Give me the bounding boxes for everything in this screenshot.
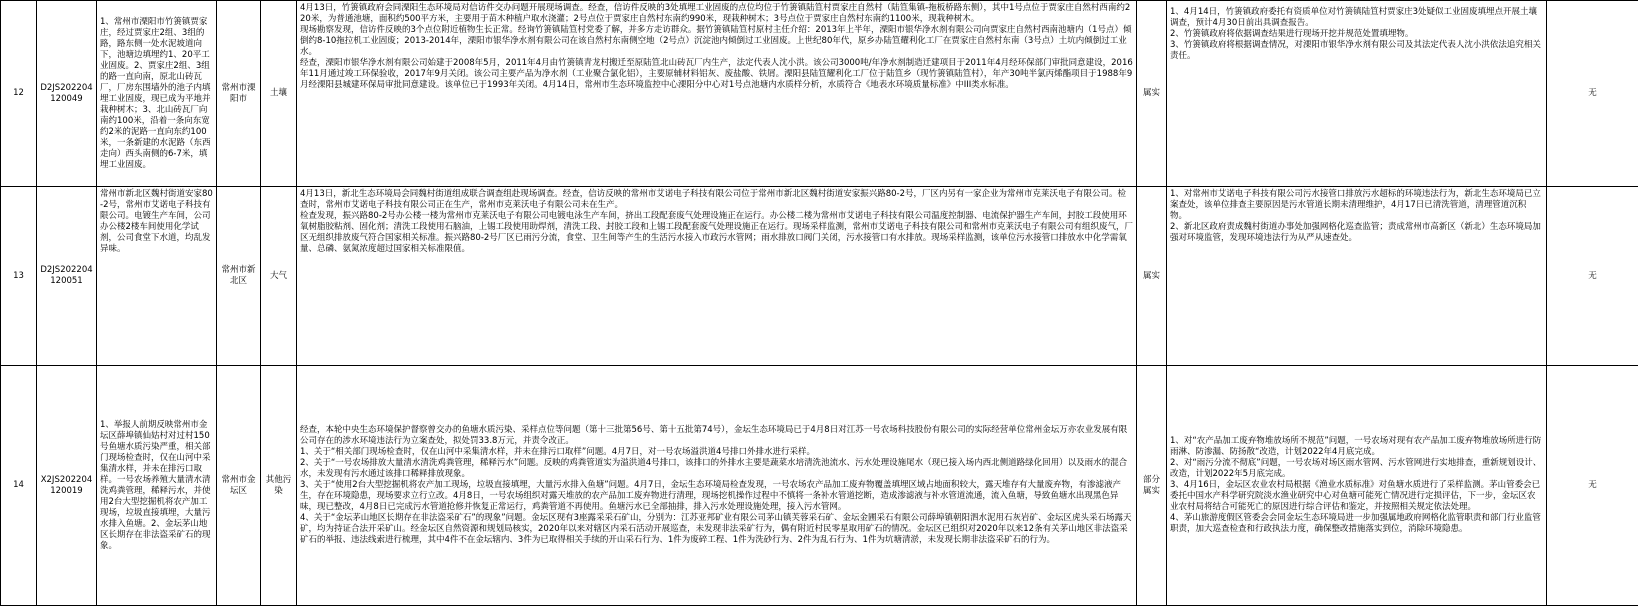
report-content: 1、举报人前期反映常州市金坛区薛埠镇仙姑村对过村150号鱼塘水质污染严重，相关部门现场检查时，仅在山河中采集清水样，并未在排污口取样。一号农场养殖大量清水清洗鸡粪管理，稀释污水，并使用2台大型挖掘机将农产加工现场，垃圾直接填埋，大量污水排入鱼塘。2、金坛茅山地区长期存在非法盗采矿石的现象。 — [97, 366, 217, 606]
investigation-findings — [297, 187, 1137, 366]
investigation-findings — [297, 1, 1137, 187]
finding-paragraph: 2、关于“一号农场排放大量清水清洗鸡粪管理，稀释污水”问题。反映的鸡粪管道实为溢洪道4号排口，该排口的外排水主要是蔬菜水培清洗池流水、污水处理设施尾水（现已接入场内西北侧道路绿化回用）以及雨水的混合水，未发现有污水通过该排口稀释排放现象。 — [300, 458, 1133, 480]
investigation-findings — [297, 366, 1137, 606]
table-row — [1, 366, 1638, 606]
table-row — [1, 187, 1638, 366]
finding-paragraph: 4月13日，竹箦镇政府会同溧阳生态环境局对信访件交办问题开展现场调查。经查，信访件反映的3处填埋工业固废的点位均位于竹箦镇陆笪村贾家庄自然村（陆笪集镇-拖板桥路东侧），其中1号点位于贾家庄自然村西南约220米，为普通池塘，面积约500平方米，主要用于苗木种植户取水浇灌；2号点位于贾家庄自然村东南约990米，现栽种树木；3号点位于贾家庄自然村东南约1100米，现栽种树木。 — [300, 3, 1133, 25]
finding-paragraph: 4月13日，新北生态环境局会同魏村街道组成联合调查组赴现场调查。经查，信访反映的常州市艾诺电子科技有限公司位于常州市新北区魏村街道安家振兴路80-2号，厂区内另有一家企业为常州市克莱沃电子有限公司。检查时，常州市艾诺电子科技有限公司正在生产，常州市克莱沃电子有限公司未在生产。 — [300, 189, 1133, 211]
case-code: D2JS202204120051 — [37, 187, 97, 366]
action-item: 3、竹箦镇政府将根据调查情况，对溧阳市银华净水剂有限公司及其法定代表人沈小洪依法追究相关责任。 — [1170, 40, 1543, 62]
row-number: 13 — [1, 187, 37, 366]
pollution-type: 土壤 — [261, 1, 297, 187]
action-item: 2、对“雨污分流不彻底”问题，一号农场对场区雨水管网、污水管网进行实地排查，重新规划设计、改造，计划2022年5月底完成。 — [1170, 458, 1543, 480]
rectification-actions — [1167, 366, 1547, 606]
action-item: 1、对常州市艾诺电子科技有限公司污水接管口排放污水超标的环境违法行为，新北生态环境局已立案查处，该单位排查主要原因是污水管道长期未清理维护，4月17日已清洗管道，清理管道沉积物。 — [1170, 189, 1543, 222]
region: 常州市溧阳市 — [217, 1, 261, 187]
pollution-type: 大气 — [261, 187, 297, 366]
rectification-actions — [1167, 1, 1547, 187]
pollution-type: 其他污染 — [261, 366, 297, 606]
action-item: 4、茅山旅游度假区管委会会同金坛生态环境局进一步加强属地政府网格化监管职责和部门行业监管职责，加大巡查检查和行政执法力度，确保整改措施落实到位，消除环境隐患。 — [1170, 513, 1543, 535]
finding-paragraph: 检查发现，振兴路80-2号办公楼一楼为常州市克莱沃电子有限公司电镀电泳生产车间，挤出工段配套废气处理设施正在运行。办公楼二楼为常州市艾诺电子科技有限公司温度控制器、电流保护器生产车间，封胶工段使用环氧树脂胶粘剂、固化剂；清洗工段使用石脑油，上锡工段使用助焊剂，清洗工段、封胶工段和上锡工段配套废气处理设施正在运行。现场采样监测，常州市艾诺电子科技有限公司和常州市克莱沃电子有限公司有组织废气，厂区无组织排放废气符合国家相关标准。振兴路80-2号厂区已雨污分流，食堂、卫生间等产生的生活污水接入市政污水管网；雨水排放口阀门关闭，污水接管口有水排放。现场采样监测，该单位污水接管口排放水中化学需氧量、总磷、氨氮浓度超过国家相关标准限值。 — [300, 211, 1133, 255]
table-row — [1, 1, 1638, 187]
action-item: 2、新北区政府责成魏村街道办事处加强网格化巡查监管；责成常州市高新区（新北）生态环境局加强对环境监管，发现环境违法行为从严从速查处。 — [1170, 222, 1543, 244]
verdict: 属实 — [1137, 1, 1167, 187]
rectification-actions — [1167, 187, 1547, 366]
verdict: 属实 — [1137, 187, 1167, 366]
finding-paragraph: 现场勘察发现，信访件反映的3个点位附近植物生长正常。经询竹箦镇陆笪村党委了解，并多方走访群众。据竹箦镇陆笪村原村主任介绍：2013年上半年，溧阳市银华净水剂有限公司向贾家庄自然村西南池塘内（1号点）倾倒约8-10拖拉机工业固废；2013-2014年，溧阳市银华净水剂有限公司在该自然村东南侧空地（2号点）沉淀池内倾倒过工业固废。上世纪80年代，原乡办陆笪耀利化工厂在贾家庄自然村东南（3号点）土坑内倾倒过工业水。 — [300, 25, 1133, 58]
report-content: 1、常州市溧阳市竹箦镇贾家庄，经过贾家庄2组、3组的路，路东侧一处水泥坡道向下，池塘边填埋约1、20平工业固废。2、贾家庄2组、3组的路一直向南，原北山砖瓦厂，厂房东围墙外的池子内填埋工业固废，现已成为平地并栽种树木；3、北山砖瓦厂向南约100米，沿着一条向东宽约2米的泥路一直向东约100米，一条新建的水泥路（东西走向）西头南侧的6-7米，填埋工业固废。 — [97, 1, 217, 187]
verdict: 部分属实 — [1137, 366, 1167, 606]
case-code: X2JS202204120019 — [37, 366, 97, 606]
finding-paragraph: 经查，溧阳市银华净水剂有限公司始建于2008年5月，2011年4月由竹箦镇青龙村搬迁至原陆笪北山砖瓦厂内生产，法定代表人沈小洪。该公司3000吨/年净水剂制造迁建项目于2011年4月经环保部门审批同意建设，2016年11月通过竣工环保验收，2017年9月关闭。该公司主要产品为净水剂（工业聚合氯化铝），主要原辅材料铝灰、废盐酸、铁屑。溧阳县陆笪耀利化工厂位于陆笪乡（现竹箦镇陆笪村），年产30吨半氯丙烯酯项目于1988年9月经溧阳县城建环保局审批同意建设。该单位已于1993年关闭。4月14日，常州市生态环境监控中心溧阳分中心对1号点池塘内水质样分析，水质符合《地表水环境质量标准》中III类水标准。 — [300, 58, 1133, 91]
finding-paragraph: 3、关于“使用2台大型挖掘机将农产加工现场，垃圾直接填埋，大量污水排入鱼塘”问题。4月7日，金坛生态环境局检查发现，一号农场农产品加工废弃物覆盖填埋区域占地面积较大，露天堆存有大量废弃物，有渗滤液产生，存在环境隐患，现场要求立行立改。4月8日，一号农场组织对露天堆放的农产品加工废弃物进行清理，现场挖机操作过程中不慎将一条补水管道挖断，造成渗滤液与补水管道流通，流入鱼塘，导致鱼塘水出现黑色异味，现已整改，4月8日已完成污水管道抢修并恢复正常运行，鸡粪管道不再使用。鱼塘污水已全部抽排，排入污水处理设施处理，接入污水管网。 — [300, 480, 1133, 513]
row-number: 14 — [1, 366, 37, 606]
region: 常州市新北区 — [217, 187, 261, 366]
finding-paragraph: 1、关于“相关部门现场检查时，仅在山河中采集清水样，并未在排污口取样”问题。4月7日，对一号农场溢洪道4号排口外排水进行采样。 — [300, 447, 1133, 458]
action-item: 3、4月16日，金坛区农业农村局根据《渔业水质标准》对鱼塘水质进行了采样监测。茅山管委会已委托中国水产科学研究院淡水渔业研究中心对鱼塘可能死亡情况进行定损评估，下一步，金坛区农业农村局将结合可能死亡的原因进行综合评估和鉴定，并按照相关规定依法处理。 — [1170, 480, 1543, 513]
accountability: 无 — [1547, 187, 1638, 366]
finding-paragraph: 4、关于“金坛茅山地区长期存在非法盗采矿石”的现象”问题。金坛区现有3座露采采石矿山，分别为：江苏亚邦矿业有限公司茅山镇芙蓉采石矿、金坛金圃采石有限公司薛埠镇朝阳泗水泥用石灰岩矿、金坛区虎头采石场露天矿，均为持证合法开采矿山。经金坛区自然资源和规划局核实，2020年以来对辖区内采石活动开展巡查，未发现非法采矿行为，偶有附近村民零星取用矿石的情况。金坛区已组织对2020年以来12条有关茅山地区非法盗采矿石的举报、违法线索进行梳理，其中4件不在金坛辖内、3件为已取得相关手续的开山采石行为、1件为废碎工程、1件为洗砂行为、2件为乱石行为、1件为坑塘清淤，未发现长期非法盗采矿石的行为。 — [300, 513, 1133, 546]
action-item: 2、竹箦镇政府将依据调查结果进行现场开挖并规范处置填埋物。 — [1170, 29, 1543, 40]
action-item: 1、对“农产品加工废弃物堆放场所不规范”问题，一号农场对现有农产品加工废弃物堆放场所进行防雨淋、防渗漏、防扬散“改造，计划2022年4月底完成。 — [1170, 436, 1543, 458]
case-code: D2JS202204120049 — [37, 1, 97, 187]
accountability: 无 — [1547, 366, 1638, 606]
finding-paragraph: 经查，本轮中央生态环境保护督察曾交办的鱼塘水质污染、采样点位等问题（第十三批第56号、第十五批第74号），金坛生态环境局已于4月8日对江苏一号农场科技股份有限公司的实际经营单位常州金坛万亦农业发展有限公司存在的涉水环境违法行为立案查处，拟处罚33.8万元，并责令改正。 — [300, 425, 1133, 447]
region: 常州市金坛区 — [217, 366, 261, 606]
report-content: 常州市新北区魏村街道安家80-2号，常州市艾诺电子科技有限公司。电镀生产车间，公司办公楼2楼车间使用化学试剂，公司食堂下水道，均乱发异味。 — [97, 187, 217, 366]
row-number: 12 — [1, 1, 37, 187]
accountability: 无 — [1547, 1, 1638, 187]
action-item: 1、4月14日，竹箦镇政府委托有资质单位对竹箦镇陆笪村贾家庄3处疑似工业固废填埋点开展土壤调查，预计4月30日前出具调查报告。 — [1170, 7, 1543, 29]
